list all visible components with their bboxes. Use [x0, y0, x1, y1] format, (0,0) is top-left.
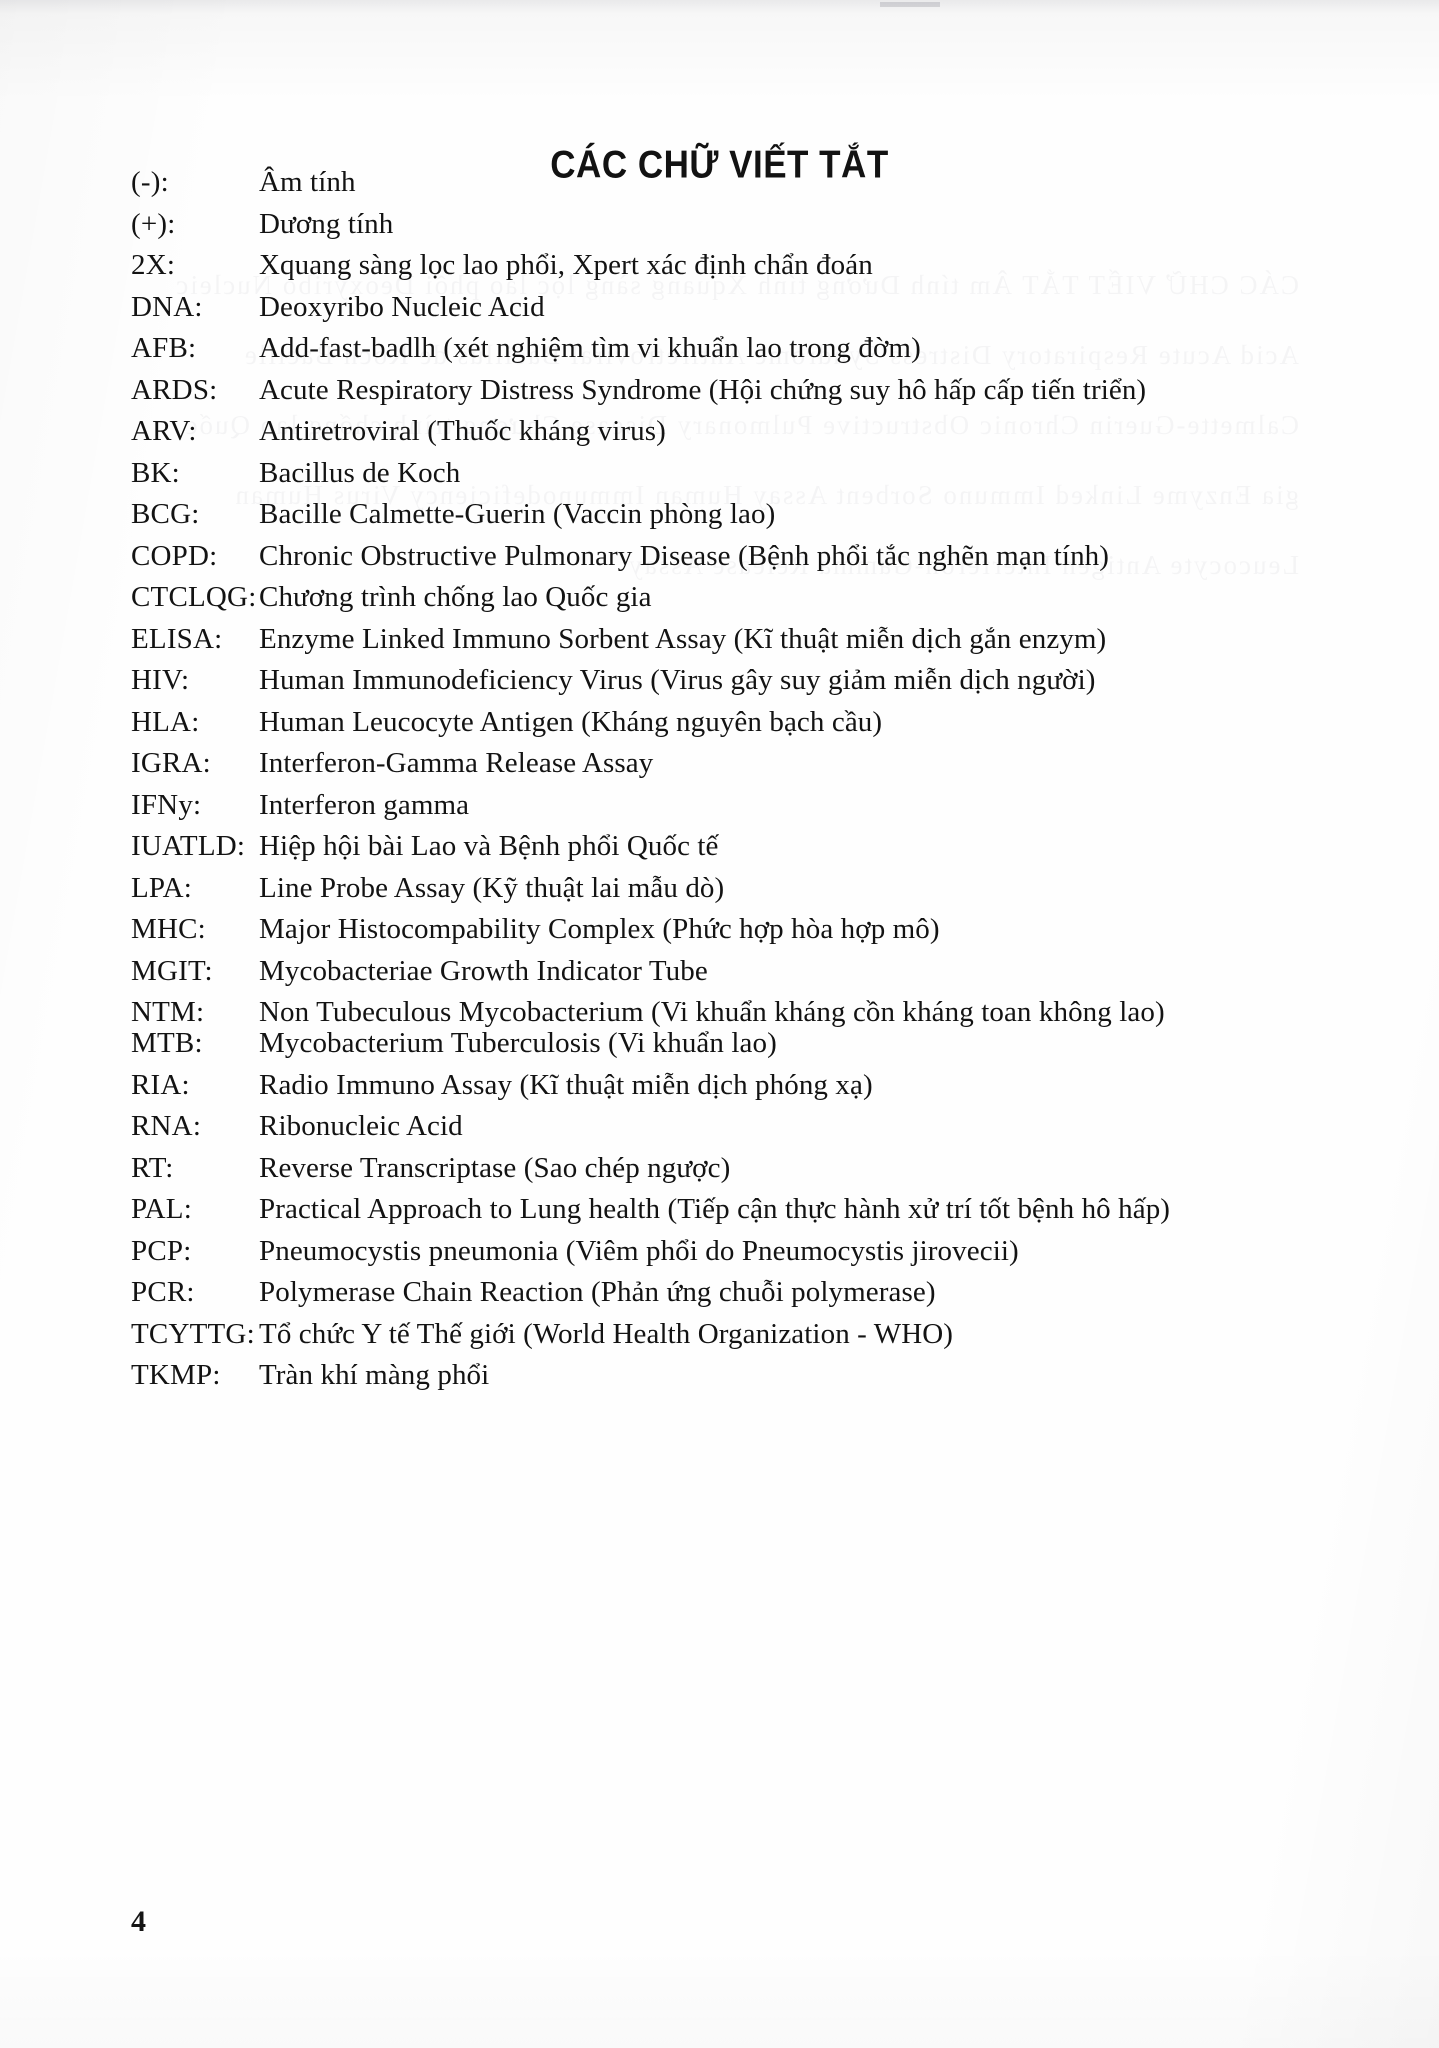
abbreviation-definition: Major Histocompability Complex (Phức hợp hòa hợp mô)	[259, 913, 940, 945]
abbreviation-term: LPA:	[131, 871, 192, 904]
abbreviation-definition: Practical Approach to Lung health (Tiếp cận thực hành xử trí tốt bệnh hô hấp)	[259, 1193, 1171, 1225]
abbreviation-definition: Deoxyribo Nucleic Acid	[259, 290, 545, 323]
abbreviation-definition: Ribonucleic Acid	[259, 1110, 463, 1142]
abbreviation-term: MHC:	[131, 913, 206, 945]
abbreviation-definition: Tràn khí màng phổi	[259, 1359, 490, 1391]
abbreviation-term: HLA:	[131, 705, 200, 738]
abbreviation-row	[131, 1195, 1316, 1224]
abbreviation-definition: Interferon-Gamma Release Assay	[259, 747, 654, 779]
abbreviation-term: ARV:	[131, 415, 197, 447]
abbreviation-row	[131, 954, 1316, 987]
abbreviation-term: MTB:	[131, 1027, 203, 1059]
abbreviation-row	[131, 705, 1316, 738]
abbreviation-term: CTCLQG:	[131, 581, 257, 613]
abbreviation-list	[131, 168, 1316, 1403]
abbreviation-term: (+):	[131, 207, 176, 240]
abbreviation-definition: Interferon gamma	[259, 788, 470, 821]
abbreviation-definition: Polymerase Chain Reaction (Phản ứng chuỗi polymerase)	[259, 1276, 936, 1308]
abbreviation-term: PCR:	[131, 1276, 195, 1308]
abbreviation-row	[131, 456, 1316, 489]
abbreviation-row	[131, 583, 1316, 612]
abbreviation-row	[131, 1361, 1316, 1390]
abbreviation-term: ELISA:	[131, 622, 223, 655]
abbreviation-definition: Chronic Obstructive Pulmonary Disease (Bệnh phổi tắc nghẽn mạn tính)	[259, 539, 1110, 572]
abbreviation-term: BCG:	[131, 498, 200, 530]
abbreviation-definition: Line Probe Assay (Kỹ thuật lai mẫu dò)	[259, 871, 725, 904]
abbreviation-definition: Antiretroviral (Thuốc kháng virus)	[259, 415, 666, 447]
abbreviation-definition: Non Tubeculous Mycobacterium (Vi khuẩn kháng cồn kháng toan không lao)	[259, 996, 1165, 1028]
abbreviation-row	[131, 290, 1316, 323]
abbreviation-term: IGRA:	[131, 747, 211, 779]
abbreviation-term: DNA:	[131, 290, 203, 323]
abbreviation-row	[131, 1317, 1316, 1350]
abbreviation-definition: Dương tính	[259, 207, 394, 240]
abbreviation-row	[131, 1278, 1316, 1307]
abbreviation-row	[131, 1151, 1316, 1184]
abbreviation-term: TCYTTG:	[131, 1317, 255, 1350]
abbreviation-definition: Hiệp hội bài Lao và Bệnh phổi Quốc tế	[259, 830, 719, 862]
abbreviation-definition: Chương trình chống lao Quốc gia	[259, 581, 652, 613]
abbreviation-row	[131, 622, 1316, 655]
abbreviation-term: RT:	[131, 1151, 174, 1184]
abbreviation-row	[131, 168, 1316, 197]
abbreviation-row	[131, 334, 1316, 363]
abbreviation-term: BK:	[131, 456, 180, 489]
abbreviation-definition: Xquang sàng lọc lao phổi, Xpert xác định chẩn đoán	[259, 249, 873, 281]
abbreviation-definition: Bacillus de Koch	[259, 456, 461, 489]
abbreviation-term: PCP:	[131, 1234, 192, 1267]
abbreviation-row	[131, 207, 1316, 240]
abbreviation-definition: Bacille Calmette-Guerin (Vaccin phòng lao)	[259, 498, 776, 530]
page-number: 4	[131, 1905, 146, 1938]
abbreviation-definition: Mycobacteriae Growth Indicator Tube	[259, 954, 708, 987]
abbreviation-definition: Tổ chức Y tế Thế giới (World Health Organization - WHO)	[259, 1317, 954, 1350]
abbreviation-term: RIA:	[131, 1068, 190, 1101]
abbreviation-term: MGIT:	[131, 954, 213, 987]
abbreviation-definition: Enzyme Linked Immuno Sorbent Assay (Kĩ thuật miễn dịch gắn enzym)	[259, 622, 1107, 655]
abbreviation-term: RNA:	[131, 1110, 202, 1142]
abbreviation-definition: Reverse Transcriptase (Sao chép ngược)	[259, 1151, 731, 1184]
abbreviation-row	[131, 1112, 1316, 1141]
abbreviation-definition: Pneumocystis pneumonia (Viêm phổi do Pneumocystis jirovecii)	[259, 1234, 1019, 1267]
abbreviation-term: COPD:	[131, 539, 218, 572]
abbreviation-definition: Human Immunodeficiency Virus (Virus gây suy giảm miễn dịch người)	[259, 664, 1096, 696]
abbreviation-row	[131, 1234, 1316, 1267]
abbreviation-definition: Mycobacterium Tuberculosis (Vi khuẩn lao)	[259, 1027, 777, 1059]
abbreviation-row	[131, 998, 1316, 1027]
abbreviation-row	[131, 871, 1316, 904]
abbreviation-definition: Radio Immuno Assay (Kĩ thuật miễn dịch phóng xạ)	[259, 1068, 873, 1101]
abbreviation-row	[131, 1029, 1316, 1058]
abbreviation-row	[131, 915, 1316, 944]
abbreviation-term: TKMP:	[131, 1359, 221, 1391]
abbreviation-term: (-):	[131, 166, 169, 198]
abbreviation-row	[131, 500, 1316, 529]
scan-speckle-artifact	[880, 2, 940, 7]
abbreviation-row	[131, 417, 1316, 446]
abbreviation-term: ARDS:	[131, 373, 218, 406]
abbreviation-definition: Add-fast-badlh (xét nghiệm tìm vi khuẩn lao trong đờm)	[259, 332, 921, 364]
abbreviation-term: PAL:	[131, 1193, 192, 1225]
abbreviation-row	[131, 539, 1316, 572]
abbreviation-row	[131, 832, 1316, 861]
abbreviation-row	[131, 1068, 1316, 1101]
abbreviation-term: IFNy:	[131, 788, 202, 821]
abbreviation-term: 2X:	[131, 249, 176, 281]
page-title: CÁC CHỮ VIẾT TẮT	[550, 143, 889, 188]
abbreviation-term: HIV:	[131, 664, 190, 696]
abbreviation-term: AFB:	[131, 332, 197, 364]
abbreviation-definition: Acute Respiratory Distress Syndrome (Hội chứng suy hô hấp cấp tiến triển)	[259, 373, 1147, 406]
abbreviation-row	[131, 666, 1316, 695]
scan-edge-artifact	[0, 0, 1439, 14]
abbreviation-row	[131, 749, 1316, 778]
abbreviation-definition: Âm tính	[259, 166, 356, 198]
abbreviation-row	[131, 788, 1316, 821]
abbreviation-term: IUATLD:	[131, 830, 246, 862]
abbreviation-term: NTM:	[131, 996, 205, 1028]
abbreviation-row	[131, 373, 1316, 406]
abbreviation-row	[131, 251, 1316, 280]
abbreviation-definition: Human Leucocyte Antigen (Kháng nguyên bạch cầu)	[259, 705, 883, 738]
